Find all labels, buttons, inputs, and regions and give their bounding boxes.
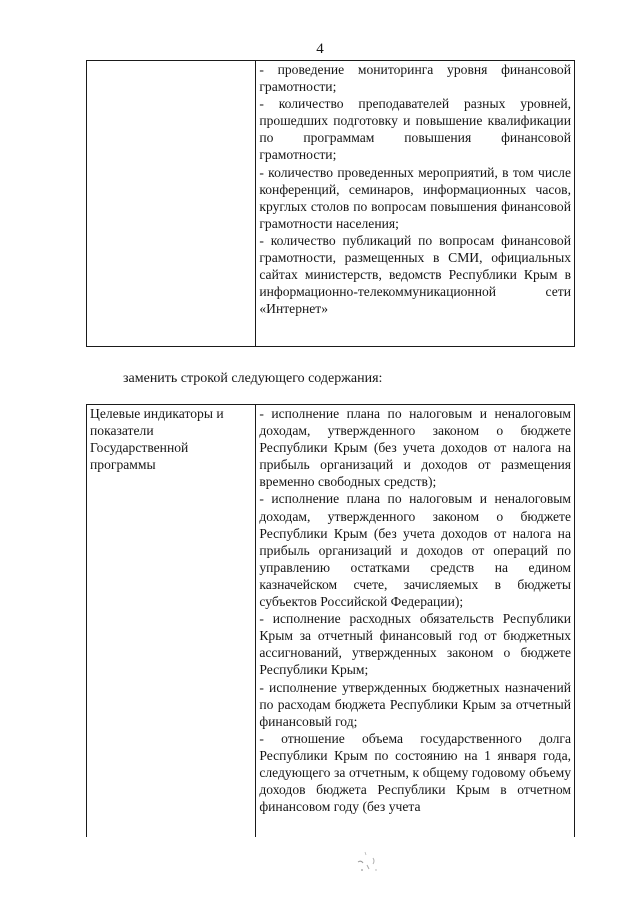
indicator-item: - количество преподавателей разных уровней, прошедших подготовку и повышение квалификации по программам повышения финансовой грамотности; bbox=[259, 96, 571, 163]
indicators-label: Целевые индикаторы и показатели Государственной программы bbox=[90, 406, 224, 473]
indicator-item: - исполнение утвержденных бюджетных назначений по расходам бюджета Республики Крым за отчетный финансовый год; bbox=[259, 679, 571, 729]
indicator-item: - количество публикаций по вопросам финансовой грамотности, размещенных в СМИ, официальных сайтах министерств, ведомств Республики Крым в информационно-телекоммуникационной сети «Интернет» bbox=[259, 232, 571, 317]
indicators-table-new bbox=[86, 404, 575, 837]
indicator-item: - исполнение плана по налоговым и неналоговым доходам, утвержденного законом о бюджете Республики Крым (без учета доходов от налога на прибыль организаций и доходов от операций по управлению остатками средств на едином казначейском счете, зачисляемых в бюджеты субъектов Российской Федерации); bbox=[259, 491, 571, 610]
indicator-item: - количество проведенных мероприятий, в том числе конференций, семинаров, информационных часов, круглых столов по вопросам повышения финансовой грамотности населения; bbox=[259, 164, 571, 231]
indicator-item: - исполнение расходных обязательств Республики Крым за отчетный финансовый год от бюджетных ассигнований, утвержденных законом о бюджете Республики Крым; bbox=[259, 611, 571, 678]
replace-instruction: заменить строкой следующего содержания: bbox=[123, 371, 383, 386]
table-row bbox=[87, 61, 575, 347]
indicator-item: - исполнение плана по налоговым и неналоговым доходам, утвержденного законом о бюджете Республики Крым (без учета доходов от налога на прибыль организаций и доходов от размещения временно свободных средств); bbox=[259, 406, 571, 490]
indicators-cell bbox=[256, 61, 575, 347]
indicator-item: - отношение объема государственного долга Республики Крым по состоянию на 1 января года, следующего за отчетным, к общему годовому объему доходов бюджета Республики Крым в отчетном финансовом году (без учета bbox=[259, 730, 571, 815]
table-row bbox=[87, 405, 575, 838]
indicators-cell bbox=[256, 405, 575, 838]
indicators-table-old bbox=[86, 60, 575, 347]
scan-artifact-icon bbox=[348, 840, 388, 880]
table-cell-empty bbox=[87, 61, 256, 347]
indicator-item: - проведение мониторинга уровня финансовой грамотности; bbox=[259, 62, 571, 95]
indicators-label-cell bbox=[87, 405, 256, 838]
page-number: 4 bbox=[316, 41, 324, 57]
